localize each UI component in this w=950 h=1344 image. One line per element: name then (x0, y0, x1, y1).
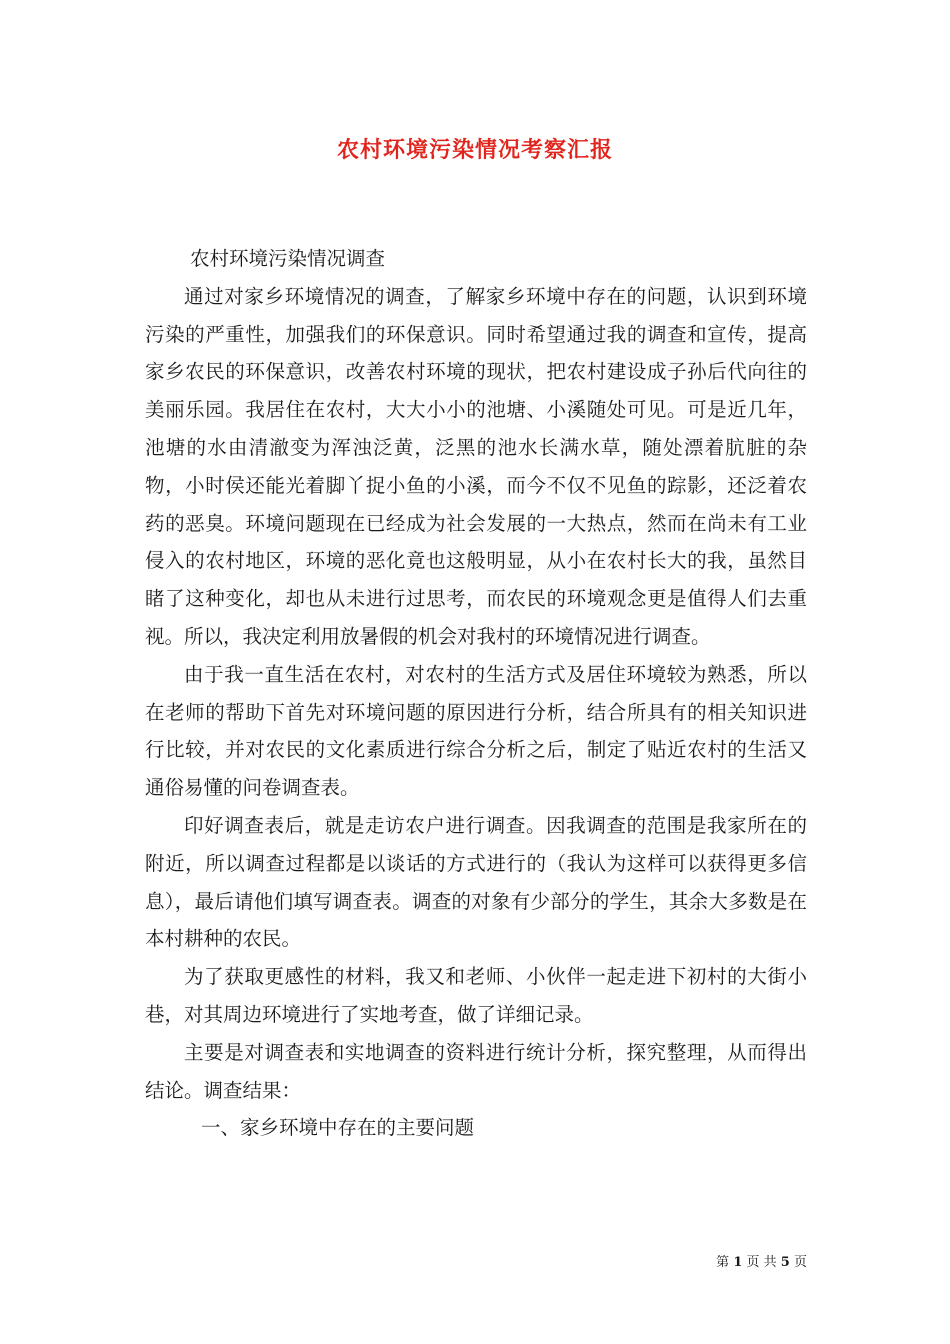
paragraph: 通过对家乡环境情况的调查，了解家乡环境中存在的问题，认识到环境污染的严重性，加强我们的环保意识。同时希望通过我的调查和宣传，提高家乡农民的环保意识，改善农村环境的现状，把农村建设成子孙后代向往的美丽乐园。我居住在农村，大大小小的池塘、小溪随处可见。可是近几年，池塘的水由清澈变为浑浊泛黄，泛黑的池水长满水草，随处漂着肮脏的杂物，小时侯还能光着脚丫捉小鱼的小溪，而今不仅不见鱼的踪影，还泛着农药的恶臭。环境问题现在已经成为社会发展的一大热点，然而在尚未有工业侵入的农村地区，环境的恶化竟也这般明显，从小在农村长大的我，虽然目睹了这种变化，却也从未进行过思考，而农民的环境观念更是值得人们去重视。所以，我决定利用放暑假的机会对我村的环境情况进行调查。 (145, 284, 807, 648)
section-heading: 一、家乡环境中存在的主要问题 (201, 1116, 475, 1140)
footer-middle: 页 共 (746, 1255, 777, 1270)
paragraph: 主要是对调查表和实地调查的资料进行统计分析，探究整理，从而得出结论。调查结果： (145, 1040, 807, 1102)
document-body (145, 240, 807, 1147)
paragraph: 由于我一直生活在农村，对农村的生活方式及居住环境较为熟悉，所以在老师的帮助下首先对环境问题的原因进行分析，结合所具有的相关知识进行比较，并对农民的文化素质进行综合分析之后，制定了贴近农村的生活又通俗易懂的问卷调查表。 (145, 662, 807, 800)
paragraph: 印好调查表后，就是走访农户进行调查。因我调查的范围是我家所在的附近，所以调查过程都是以谈话的方式进行的（我认为这样可以获得更多信息），最后请他们填写调查表。调查的对象有少部分的学生，其余大多数是在本村耕种的农民。 (145, 813, 807, 951)
footer-suffix: 页 (793, 1255, 807, 1270)
page-number-footer (716, 1251, 807, 1270)
document-title: 农村环境污染情况考察汇报 (336, 137, 613, 163)
current-page-number: 1 (733, 1255, 743, 1270)
paragraph: 为了获取更感性的材料，我又和老师、小伙伴一起走进下初村的大街小巷，对其周边环境进行了实地考查，做了详细记录。 (145, 965, 807, 1026)
document-subtitle: 农村环境污染情况调查 (190, 247, 386, 270)
total-pages-number: 5 (780, 1255, 790, 1270)
footer-prefix: 第 (716, 1255, 730, 1270)
